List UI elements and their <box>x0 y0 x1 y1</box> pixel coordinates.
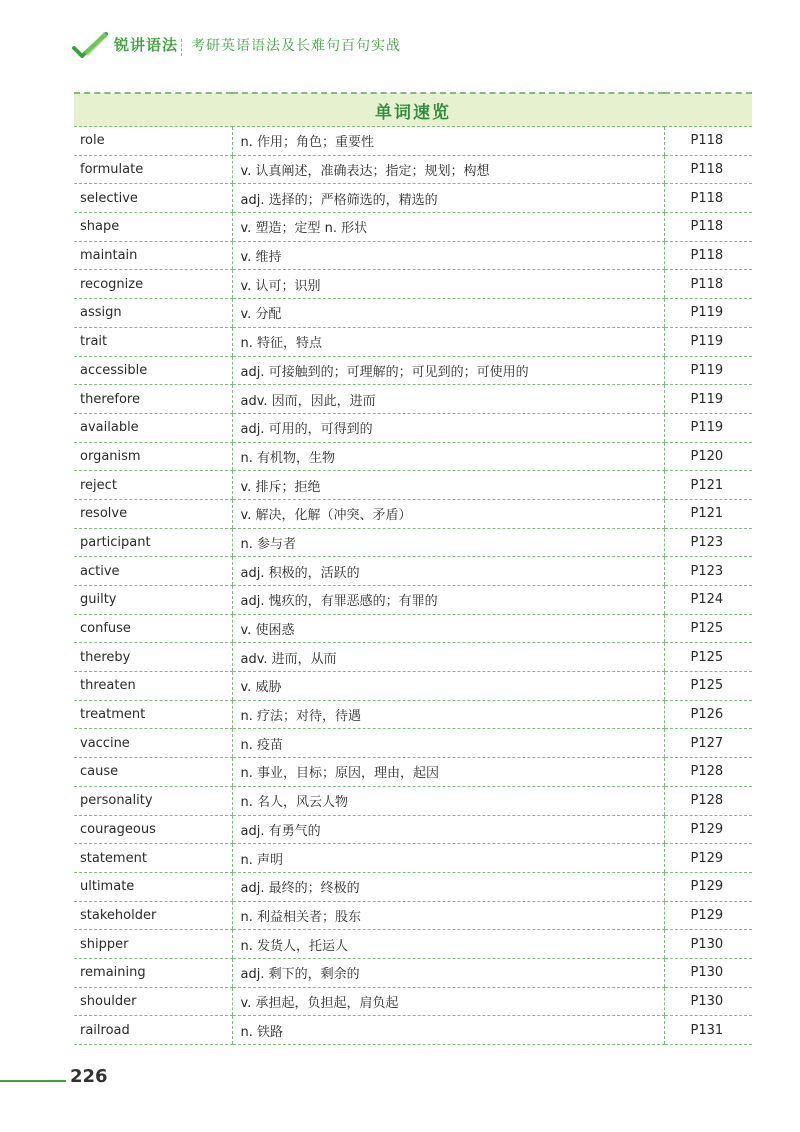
definition-cell: v. 分配 <box>232 299 664 328</box>
page-ref-cell: P129 <box>664 901 752 930</box>
word-cell: shape <box>74 213 232 242</box>
word-cell: ultimate <box>74 872 232 901</box>
definition-cell: adj. 有勇气的 <box>232 815 664 844</box>
table-row <box>74 184 752 213</box>
page-header <box>70 30 770 62</box>
table-row <box>74 844 752 873</box>
word-cell: shoulder <box>74 987 232 1016</box>
table-row <box>74 442 752 471</box>
table-row <box>74 872 752 901</box>
word-cell: active <box>74 557 232 586</box>
table-row <box>74 270 752 299</box>
definition-cell: adj. 可接触到的；可理解的；可见到的；可使用的 <box>232 356 664 385</box>
table-row <box>74 213 752 242</box>
page-ref-cell: P130 <box>664 930 752 959</box>
vocabulary-rows <box>74 127 752 1045</box>
table-row <box>74 786 752 815</box>
table-row <box>74 614 752 643</box>
vocabulary-table <box>74 92 752 1045</box>
definition-cell: v. 维持 <box>232 241 664 270</box>
page-ref-cell: P129 <box>664 872 752 901</box>
word-cell: therefore <box>74 385 232 414</box>
page-ref-cell: P119 <box>664 299 752 328</box>
word-cell: thereby <box>74 643 232 672</box>
definition-cell: adj. 可用的，可得到的 <box>232 413 664 442</box>
table-row <box>74 155 752 184</box>
table-row <box>74 958 752 987</box>
page-ref-cell: P129 <box>664 844 752 873</box>
table-row <box>74 241 752 270</box>
definition-cell: v. 承担起，负担起，肩负起 <box>232 987 664 1016</box>
definition-cell: n. 利益相关者；股东 <box>232 901 664 930</box>
word-cell: railroad <box>74 1016 232 1045</box>
definition-cell: v. 威胁 <box>232 672 664 701</box>
word-cell: statement <box>74 844 232 873</box>
brand-name: 锐讲语法 <box>114 36 179 54</box>
word-cell: personality <box>74 786 232 815</box>
page-ref-cell: P128 <box>664 786 752 815</box>
word-cell: remaining <box>74 958 232 987</box>
definition-cell: v. 使困惑 <box>232 614 664 643</box>
header-divider <box>181 39 182 56</box>
page-ref-cell: P121 <box>664 471 752 500</box>
table-row <box>74 930 752 959</box>
word-cell: courageous <box>74 815 232 844</box>
definition-cell: n. 疗法；对待，待遇 <box>232 700 664 729</box>
definition-cell: adv. 进而，从而 <box>232 643 664 672</box>
page-ref-cell: P118 <box>664 155 752 184</box>
table-row <box>74 299 752 328</box>
word-cell: reject <box>74 471 232 500</box>
table-row <box>74 586 752 615</box>
table-row <box>74 901 752 930</box>
definition-cell: adj. 剩下的，剩余的 <box>232 958 664 987</box>
footer-accent-line <box>0 1080 66 1082</box>
table-row <box>74 672 752 701</box>
word-cell: trait <box>74 327 232 356</box>
definition-cell: n. 名人，风云人物 <box>232 786 664 815</box>
page-ref-cell: P130 <box>664 987 752 1016</box>
page-ref-cell: P118 <box>664 270 752 299</box>
table-row <box>74 1016 752 1045</box>
table-row <box>74 643 752 672</box>
word-cell: vaccine <box>74 729 232 758</box>
page-ref-cell: P119 <box>664 356 752 385</box>
page-ref-cell: P119 <box>664 327 752 356</box>
definition-cell: adj. 最终的；终极的 <box>232 872 664 901</box>
definition-cell: n. 铁路 <box>232 1016 664 1045</box>
page-ref-cell: P118 <box>664 241 752 270</box>
definition-cell: v. 解决，化解（冲突、矛盾） <box>232 499 664 528</box>
definition-cell: adj. 积极的，活跃的 <box>232 557 664 586</box>
table-title-row <box>74 93 752 127</box>
word-cell: guilty <box>74 586 232 615</box>
definition-cell: adj. 愧疚的，有罪恶感的；有罪的 <box>232 586 664 615</box>
page-ref-cell: P131 <box>664 1016 752 1045</box>
word-cell: shipper <box>74 930 232 959</box>
check-pen-icon <box>70 30 110 62</box>
table-title: 单词速览 <box>74 93 752 127</box>
page-ref-cell: P119 <box>664 413 752 442</box>
definition-cell: v. 认可；识别 <box>232 270 664 299</box>
definition-cell: v. 认真阐述，准确表达；指定；规划；构想 <box>232 155 664 184</box>
page-ref-cell: P118 <box>664 213 752 242</box>
definition-cell: n. 作用；角色；重要性 <box>232 127 664 156</box>
page-ref-cell: P125 <box>664 643 752 672</box>
page-ref-cell: P118 <box>664 184 752 213</box>
page-ref-cell: P123 <box>664 557 752 586</box>
page-ref-cell: P128 <box>664 758 752 787</box>
page-ref-cell: P125 <box>664 614 752 643</box>
page-number: 226 <box>70 1066 108 1087</box>
table-row <box>74 327 752 356</box>
page-ref-cell: P121 <box>664 499 752 528</box>
page-ref-cell: P127 <box>664 729 752 758</box>
table-row <box>74 758 752 787</box>
table-row <box>74 815 752 844</box>
word-cell: recognize <box>74 270 232 299</box>
word-cell: cause <box>74 758 232 787</box>
page-ref-cell: P125 <box>664 672 752 701</box>
table-row <box>74 499 752 528</box>
word-cell: accessible <box>74 356 232 385</box>
word-cell: role <box>74 127 232 156</box>
definition-cell: adv. 因而，因此，进而 <box>232 385 664 414</box>
page-ref-cell: P129 <box>664 815 752 844</box>
definition-cell: n. 疫苗 <box>232 729 664 758</box>
word-cell: treatment <box>74 700 232 729</box>
table-row <box>74 729 752 758</box>
page-ref-cell: P126 <box>664 700 752 729</box>
page-ref-cell: P118 <box>664 127 752 156</box>
page-ref-cell: P123 <box>664 528 752 557</box>
definition-cell: v. 排斥；拒绝 <box>232 471 664 500</box>
page-ref-cell: P119 <box>664 385 752 414</box>
table-row <box>74 127 752 156</box>
word-cell: stakeholder <box>74 901 232 930</box>
word-cell: organism <box>74 442 232 471</box>
word-cell: available <box>74 413 232 442</box>
definition-cell: adj. 选择的；严格筛选的，精选的 <box>232 184 664 213</box>
definition-cell: n. 声明 <box>232 844 664 873</box>
definition-cell: v. 塑造；定型 n. 形状 <box>232 213 664 242</box>
page-ref-cell: P120 <box>664 442 752 471</box>
table-row <box>74 356 752 385</box>
page-ref-cell: P124 <box>664 586 752 615</box>
definition-cell: n. 有机物，生物 <box>232 442 664 471</box>
word-cell: resolve <box>74 499 232 528</box>
table-row <box>74 385 752 414</box>
definition-cell: n. 参与者 <box>232 528 664 557</box>
table-row <box>74 528 752 557</box>
book-subtitle: 考研英语语法及长难句百句实战 <box>191 38 401 54</box>
table-row <box>74 471 752 500</box>
word-cell: maintain <box>74 241 232 270</box>
page-ref-cell: P130 <box>664 958 752 987</box>
table-row <box>74 557 752 586</box>
word-cell: selective <box>74 184 232 213</box>
table-row <box>74 700 752 729</box>
table-row <box>74 413 752 442</box>
definition-cell: n. 事业，目标；原因，理由，起因 <box>232 758 664 787</box>
word-cell: confuse <box>74 614 232 643</box>
definition-cell: n. 特征，特点 <box>232 327 664 356</box>
definition-cell: n. 发货人，托运人 <box>232 930 664 959</box>
word-cell: formulate <box>74 155 232 184</box>
word-cell: threaten <box>74 672 232 701</box>
word-cell: participant <box>74 528 232 557</box>
table-row <box>74 987 752 1016</box>
word-cell: assign <box>74 299 232 328</box>
